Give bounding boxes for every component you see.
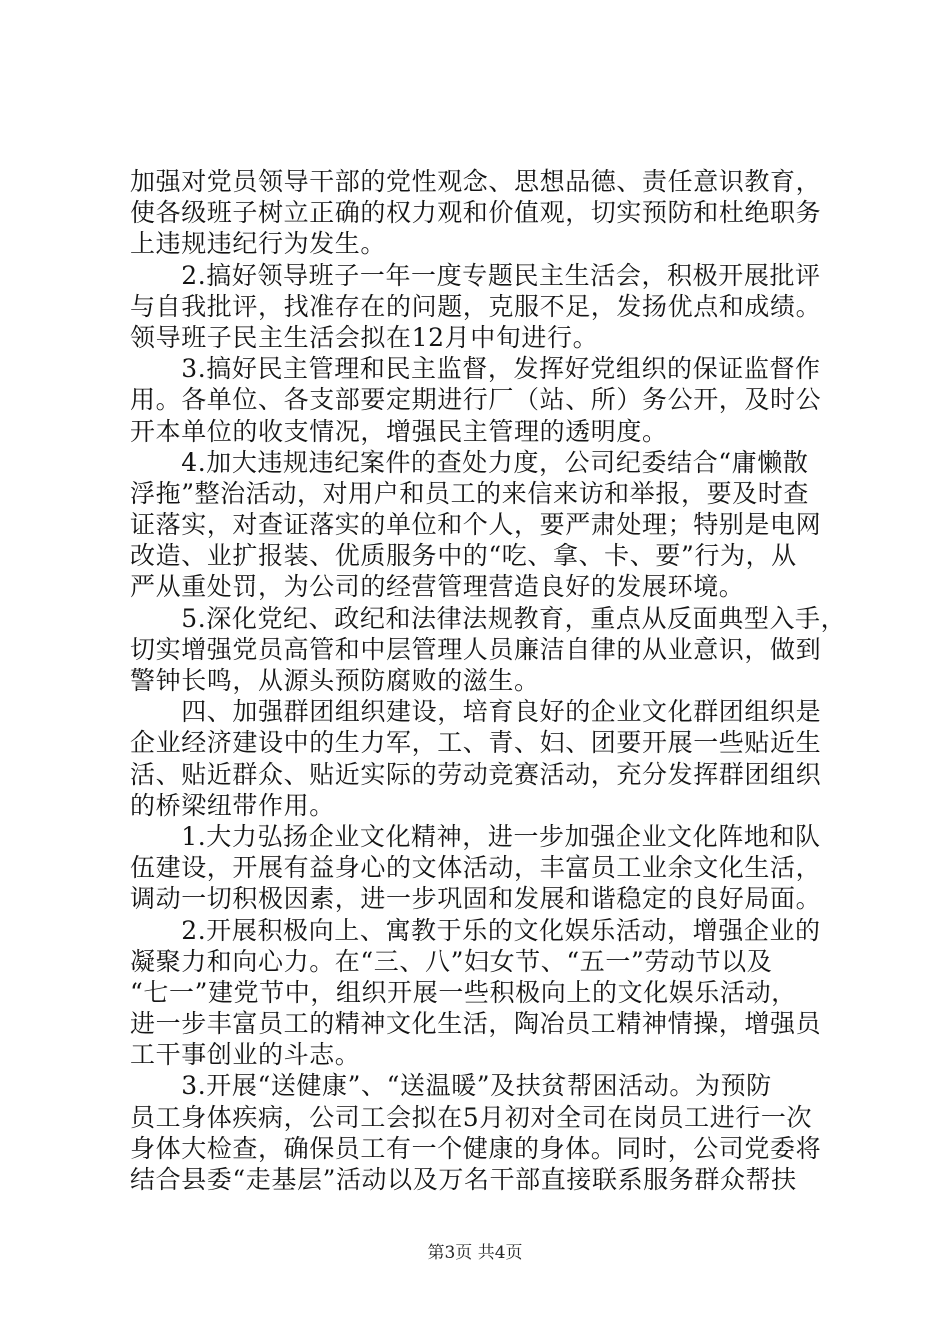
text-line: 5.深化党纪、政纪和法律法规教育，重点从反面典型入手， <box>130 603 847 633</box>
text-line: 改造、业扩报装、优质服务中的“吃、拿、卡、要”行为，从 <box>130 541 797 571</box>
text-line: 警钟长鸣，从源头预防腐败的滋生。 <box>130 666 540 695</box>
text-line: 领导班子民主生活会拟在12月中旬进行。 <box>130 322 599 352</box>
text-line: 2.搞好领导班子一年一度专题民主生活会，积极开展批评 <box>130 260 821 290</box>
text-line: 使各级班子树立正确的权力观和价值观，切实预防和杜绝职务 <box>130 198 822 228</box>
text-line: 3.搞好民主管理和民主监督，发挥好党组织的保证监督作 <box>130 354 821 384</box>
text-line: 浮拖”整治活动，对用户和员工的来信来访和举报，要及时查 <box>130 478 809 508</box>
text-line: 身体大检查，确保员工有一个健康的身体。同时，公司党委将 <box>130 1133 822 1163</box>
text-line: 企业经济建设中的生力军，工、青、妇、团要开展一些贴近生 <box>130 728 822 758</box>
document-body <box>130 166 847 1195</box>
text-line: “七一”建党节中，组织开展一些积极向上的文化娱乐活动， <box>130 977 797 1007</box>
text-line: 用。各单位、各支部要定期进行厂（站、所）务公开，及时公 <box>130 385 822 415</box>
text-line: 上违规违纪行为发生。 <box>130 229 387 259</box>
text-line: 活、贴近群众、贴近实际的劳动竞赛活动，充分发挥群团组织 <box>130 759 822 789</box>
text-line: 切实增强党员高管和中层管理人员廉洁自律的从业意识，做到 <box>130 634 822 664</box>
text-line: 进一步丰富员工的精神文化生活，陶冶员工精神情操，增强员 <box>130 1009 822 1039</box>
text-line: 四、加强群团组织建设，培育良好的企业文化群团组织是 <box>130 697 822 727</box>
text-line: 证落实，对查证落实的单位和个人，要严肃处理；特别是电网 <box>130 510 822 540</box>
text-line: 调动一切积极因素，进一步巩固和发展和谐稳定的良好局面。 <box>130 884 822 914</box>
text-line: 与自我批评，找准存在的问题，克服不足，发扬优点和成绩。 <box>130 291 822 321</box>
text-line: 加强对党员领导干部的党性观念、思想品德、责任意识教育， <box>130 167 822 196</box>
text-line: 伍建设，开展有益身心的文体活动，丰富员工业余文化生活， <box>130 853 822 883</box>
text-line: 1.大力弘扬企业文化精神，进一步加强企业文化阵地和队 <box>130 821 821 851</box>
text-line: 结合县委“走基层”活动以及万名干部直接联系服务群众帮扶 <box>130 1165 797 1194</box>
text-line: 4.加大违规违纪案件的查处力度，公司纪委结合“庸懒散 <box>130 447 809 477</box>
page-number: 第3页 共4页 <box>427 1243 523 1263</box>
text-line: 员工身体疾病，公司工会拟在5月初对全司在岗员工进行一次 <box>130 1102 813 1132</box>
text-line: 严从重处罚，为公司的经营管理营造良好的发展环境。 <box>130 572 745 602</box>
text-line: 凝聚力和向心力。在“三、八”妇女节、“五一”劳动节以及 <box>130 946 773 976</box>
text-line: 3.开展“送健康”、“送温暖”及扶贫帮困活动。为预防 <box>130 1071 772 1101</box>
text-line: 开本单位的收支情况，增强民主管理的透明度。 <box>130 416 668 446</box>
text-line: 的桥梁纽带作用。 <box>130 790 335 820</box>
text-line: 工干事创业的斗志。 <box>130 1040 361 1070</box>
text-line: 2.开展积极向上、寓教于乐的文化娱乐活动，增强企业的 <box>130 915 821 945</box>
